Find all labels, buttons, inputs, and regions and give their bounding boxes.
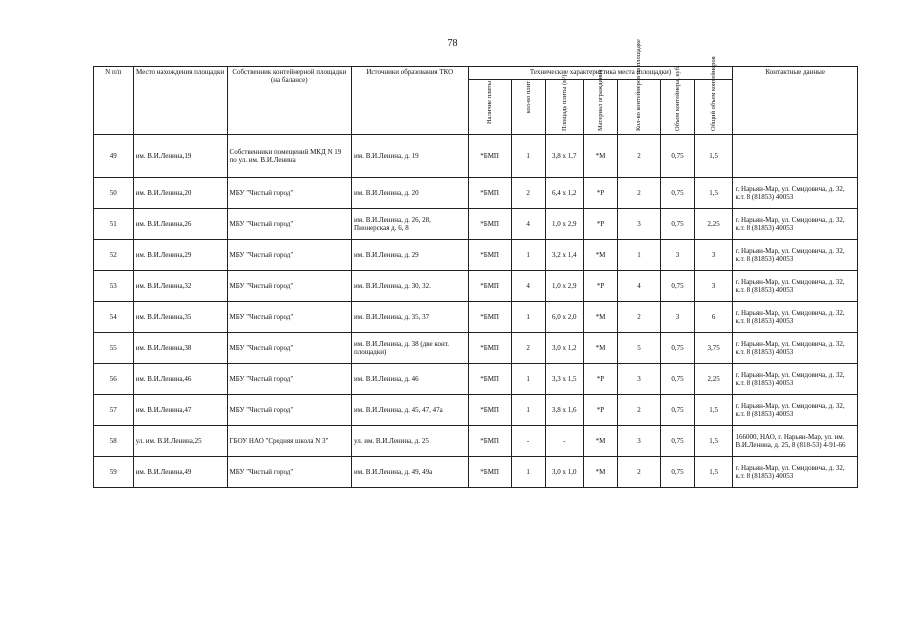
owner-cell: МБУ "Чистый город" <box>227 457 351 488</box>
area-cell: 1,0 х 2,9 <box>545 209 583 240</box>
plate-cell: *БМП <box>468 135 511 178</box>
location-cell: им. В.И.Ленина,38 <box>133 333 227 364</box>
container-volume-cell: 0,75 <box>660 178 694 209</box>
material-cell: *Р <box>584 209 618 240</box>
table-row <box>94 271 858 302</box>
contact-cell: г. Нарьян-Мар, ул. Смидовича, д. 32, к.т. 8 (81853) 40053 <box>733 457 858 488</box>
plate-count-cell: 2 <box>511 178 545 209</box>
container-volume-cell: 0,75 <box>660 135 694 178</box>
container-volume-cell: 0,75 <box>660 426 694 457</box>
page-number: 78 <box>447 38 458 49</box>
table-row <box>94 395 858 426</box>
location-cell: им. В.И.Ленина,29 <box>133 240 227 271</box>
header-row <box>94 67 858 80</box>
material-cell: *Р <box>584 395 618 426</box>
owner-cell: Собственники помещений МКД N 19 по ул. им. В.И.Ленина <box>227 135 351 178</box>
table-row <box>94 426 858 457</box>
owner-cell: МБУ "Чистый город" <box>227 178 351 209</box>
container-count-cell: 3 <box>617 364 660 395</box>
plate-count-cell: 1 <box>511 135 545 178</box>
container-count-cell: 1 <box>617 240 660 271</box>
material-cell: *Р <box>584 178 618 209</box>
contact-cell: г. Нарьян-Мар, ул. Смидовича, д. 32, к.т. 8 (81853) 40053 <box>733 209 858 240</box>
total-volume-cell: 3 <box>694 271 733 302</box>
contact-cell: 166000, НАО, г. Нарьян-Мар, ул. им. В.И.Ленина, д. 25, 8 (818-53) 4-91-66 <box>733 426 858 457</box>
contact-cell: г. Нарьян-Мар, ул. Смидовича, д. 32, к.т. 8 (81853) 40053 <box>733 333 858 364</box>
contact-cell: г. Нарьян-Мар, ул. Смидовича, д. 32, к.т. 8 (81853) 40053 <box>733 395 858 426</box>
location-cell: им. В.И.Ленина,26 <box>133 209 227 240</box>
owner-cell: МБУ "Чистый город" <box>227 333 351 364</box>
material-cell: *М <box>584 426 618 457</box>
subheader-area: Площадь плиты (м²) <box>560 74 568 131</box>
container-count-cell: 4 <box>617 271 660 302</box>
area-cell: 3,3 х 1,5 <box>545 364 583 395</box>
location-cell: им. В.И.Ленина,46 <box>133 364 227 395</box>
plate-cell: *БМП <box>468 240 511 271</box>
plate-count-cell: 1 <box>511 302 545 333</box>
source-cell: им. В.И.Ленина, д. 49, 49а <box>352 457 469 488</box>
header-location: Место нахождения площадки <box>133 67 227 135</box>
location-cell: им. В.И.Ленина,35 <box>133 302 227 333</box>
source-cell: им. В.И.Ленина, д. 26, 28, Пионерская д. 6, 8 <box>352 209 469 240</box>
source-cell: им. В.И.Ленина, д. 45, 47, 47а <box>352 395 469 426</box>
location-cell: им. В.И.Ленина,47 <box>133 395 227 426</box>
material-cell: *М <box>584 302 618 333</box>
source-cell: им. В.И.Ленина, д. 29 <box>352 240 469 271</box>
plate-cell: *БМП <box>468 333 511 364</box>
row-number: 50 <box>94 178 134 209</box>
container-count-cell: 2 <box>617 395 660 426</box>
plate-count-cell: 1 <box>511 240 545 271</box>
total-volume-cell: 1,5 <box>694 135 733 178</box>
table-row <box>94 333 858 364</box>
row-number: 59 <box>94 457 134 488</box>
plate-cell: *БМП <box>468 426 511 457</box>
contact-cell: г. Нарьян-Мар, ул. Смидовича, д. 32, к.т. 8 (81853) 40053 <box>733 240 858 271</box>
total-volume-cell: 3,75 <box>694 333 733 364</box>
location-cell: им. В.И.Ленина,49 <box>133 457 227 488</box>
area-cell: - <box>545 426 583 457</box>
plate-cell: *БМП <box>468 302 511 333</box>
table-row <box>94 178 858 209</box>
plate-count-cell: 1 <box>511 395 545 426</box>
total-volume-cell: 1,5 <box>694 426 733 457</box>
plate-cell: *БМП <box>468 271 511 302</box>
row-number: 49 <box>94 135 134 178</box>
contact-cell: г. Нарьян-Мар, ул. Смидовича, д. 32, к.т. 8 (81853) 40053 <box>733 178 858 209</box>
area-cell: 3,0 х 1,0 <box>545 457 583 488</box>
area-cell: 3,2 х 1,4 <box>545 240 583 271</box>
owner-cell: ГБОУ НАО "Средняя школа N 3" <box>227 426 351 457</box>
plate-count-cell: 1 <box>511 364 545 395</box>
owner-cell: МБУ "Чистый город" <box>227 302 351 333</box>
total-volume-cell: 1,5 <box>694 395 733 426</box>
table-row <box>94 135 858 178</box>
container-volume-cell: 0,75 <box>660 457 694 488</box>
container-count-cell: 2 <box>617 302 660 333</box>
table-row <box>94 302 858 333</box>
owner-cell: МБУ "Чистый город" <box>227 271 351 302</box>
source-cell: им. В.И.Ленина, д. 20 <box>352 178 469 209</box>
source-cell: им. В.И.Ленина, д. 19 <box>352 135 469 178</box>
area-cell: 6,4 х 1,2 <box>545 178 583 209</box>
material-cell: *М <box>584 457 618 488</box>
total-volume-cell: 1,5 <box>694 457 733 488</box>
area-cell: 3,0 х 1,2 <box>545 333 583 364</box>
subheader-plate-count: кол-во плит <box>524 81 532 114</box>
location-cell: им. В.И.Ленина,19 <box>133 135 227 178</box>
plate-cell: *БМП <box>468 457 511 488</box>
source-cell: ул. им. В.И.Ленина, д. 25 <box>352 426 469 457</box>
header-tech: Технические характеристика места (площадки) <box>468 67 733 80</box>
header-num: N п/п <box>94 67 134 135</box>
container-count-cell: 2 <box>617 178 660 209</box>
material-cell: *М <box>584 135 618 178</box>
material-cell: *Р <box>584 364 618 395</box>
owner-cell: МБУ "Чистый город" <box>227 395 351 426</box>
container-count-cell: 3 <box>617 209 660 240</box>
owner-cell: МБУ "Чистый город" <box>227 240 351 271</box>
container-volume-cell: 0,75 <box>660 209 694 240</box>
plate-cell: *БМП <box>468 178 511 209</box>
location-cell: им. В.И.Ленина,20 <box>133 178 227 209</box>
contact-cell: г. Нарьян-Мар, ул. Смидовича, д. 32, к.т. 8 (81853) 40053 <box>733 302 858 333</box>
plate-count-cell: - <box>511 426 545 457</box>
container-count-cell: 2 <box>617 457 660 488</box>
location-cell: им. В.И.Ленина,32 <box>133 271 227 302</box>
table-row <box>94 209 858 240</box>
container-volume-cell: 0,75 <box>660 395 694 426</box>
subheader-material: Материал ограждения <box>596 69 604 131</box>
table-row <box>94 364 858 395</box>
total-volume-cell: 3 <box>694 240 733 271</box>
owner-cell: МБУ "Чистый город" <box>227 209 351 240</box>
plate-count-cell: 4 <box>511 271 545 302</box>
row-number: 57 <box>94 395 134 426</box>
contact-cell <box>733 135 858 178</box>
subheader-total-volume: Общий объем контейнеров <box>710 56 718 131</box>
subheader-plate: Наличие плиты <box>486 81 494 125</box>
container-count-cell: 2 <box>617 135 660 178</box>
container-volume-cell: 3 <box>660 240 694 271</box>
container-count-cell: 5 <box>617 333 660 364</box>
plate-count-cell: 2 <box>511 333 545 364</box>
table-row <box>94 457 858 488</box>
area-cell: 1,0 х 2,9 <box>545 271 583 302</box>
total-volume-cell: 1,5 <box>694 178 733 209</box>
container-volume-cell: 0,75 <box>660 364 694 395</box>
header-owner: Собственник контейнерной площадки (на балансе) <box>227 67 351 135</box>
material-cell: *М <box>584 240 618 271</box>
container-count-cell: 3 <box>617 426 660 457</box>
source-cell: им. В.И.Ленина, д. 35, 37 <box>352 302 469 333</box>
container-volume-cell: 3 <box>660 302 694 333</box>
row-number: 56 <box>94 364 134 395</box>
plate-count-cell: 4 <box>511 209 545 240</box>
container-volume-cell: 0,75 <box>660 333 694 364</box>
area-cell: 3,8 х 1,6 <box>545 395 583 426</box>
source-cell: им. В.И.Ленина, д. 38 (две конт. площадки) <box>352 333 469 364</box>
area-cell: 3,8 х 1,7 <box>545 135 583 178</box>
contact-cell: г. Нарьян-Мар, ул. Смидовича, д. 32, к.т. 8 (81853) 40053 <box>733 364 858 395</box>
table-row <box>94 240 858 271</box>
source-cell: им. В.И.Ленина, д. 30, 32. <box>352 271 469 302</box>
container-volume-cell: 0,75 <box>660 271 694 302</box>
plate-cell: *БМП <box>468 364 511 395</box>
material-cell: *М <box>584 333 618 364</box>
plate-cell: *БМП <box>468 209 511 240</box>
row-number: 53 <box>94 271 134 302</box>
subheader-container-volume: Объем контейнера, куб. <box>673 65 681 131</box>
header-contacts: Контактные данные <box>733 67 858 135</box>
total-volume-cell: 2,25 <box>694 209 733 240</box>
total-volume-cell: 6 <box>694 302 733 333</box>
material-cell: *Р <box>584 271 618 302</box>
source-cell: им. В.И.Ленина, д. 46 <box>352 364 469 395</box>
location-cell: ул. им. В.И.Ленина,25 <box>133 426 227 457</box>
plate-count-cell: 1 <box>511 457 545 488</box>
subheader-container-count: Кол-во контейнеров на площадке <box>635 39 643 131</box>
row-number: 52 <box>94 240 134 271</box>
area-cell: 6,0 х 2,0 <box>545 302 583 333</box>
total-volume-cell: 2,25 <box>694 364 733 395</box>
row-number: 55 <box>94 333 134 364</box>
plate-cell: *БМП <box>468 395 511 426</box>
row-number: 54 <box>94 302 134 333</box>
contact-cell: г. Нарьян-Мар, ул. Смидовича, д. 32, к.т. 8 (81853) 40053 <box>733 271 858 302</box>
row-number: 51 <box>94 209 134 240</box>
row-number: 58 <box>94 426 134 457</box>
owner-cell: МБУ "Чистый город" <box>227 364 351 395</box>
header-source: Источники образования ТКО <box>352 67 469 135</box>
